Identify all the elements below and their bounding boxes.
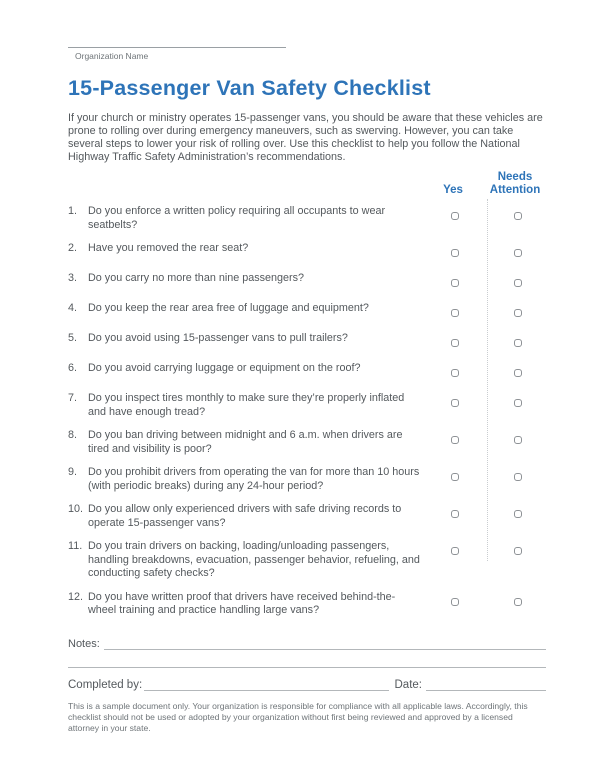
checklist-item bbox=[68, 302, 546, 322]
checkbox-yes[interactable] bbox=[451, 279, 459, 287]
item-question: Do you inspect tires monthly to make sure they’re properly inflated and have enough tread? bbox=[88, 392, 405, 418]
checklist-item bbox=[68, 332, 546, 352]
notes-line-1[interactable] bbox=[104, 637, 546, 650]
completed-by-line[interactable] bbox=[144, 678, 388, 691]
checklist-item bbox=[68, 503, 546, 530]
checkbox-yes[interactable] bbox=[451, 309, 459, 317]
notes-label: Notes: bbox=[68, 638, 100, 650]
item-question: Do you avoid carrying luggage or equipment on the roof? bbox=[88, 362, 361, 374]
checkbox-needs-attention[interactable] bbox=[514, 510, 522, 518]
notes-row bbox=[68, 637, 546, 650]
item-question: Do you carry no more than nine passengers? bbox=[88, 272, 305, 284]
checkbox-yes[interactable] bbox=[451, 598, 459, 606]
item-question: Do you avoid using 15-passenger vans to pull trailers? bbox=[88, 332, 348, 344]
checkbox-needs-attention[interactable] bbox=[514, 369, 522, 377]
item-question: Do you allow only experienced drivers with safe driving records to operate 15-passenger vans? bbox=[88, 503, 402, 529]
checkbox-yes[interactable] bbox=[451, 212, 459, 220]
item-number: 5. bbox=[68, 332, 78, 344]
date-label: Date: bbox=[394, 679, 422, 691]
completed-by-label: Completed by: bbox=[68, 679, 143, 691]
item-number: 12. bbox=[68, 590, 84, 603]
item-number: 1. bbox=[68, 205, 78, 217]
checkbox-yes[interactable] bbox=[451, 510, 459, 518]
item-number: 4. bbox=[68, 302, 78, 314]
checklist-item bbox=[68, 466, 546, 493]
item-number: 8. bbox=[68, 429, 78, 441]
checklist-item bbox=[68, 362, 546, 382]
checkbox-needs-attention[interactable] bbox=[514, 436, 522, 444]
checklist-item bbox=[68, 540, 546, 581]
item-question: Do you enforce a written policy requiring all occupants to wear seatbelts? bbox=[88, 205, 386, 231]
checklist bbox=[68, 205, 546, 618]
page-title: 15-Passenger Van Safety Checklist bbox=[68, 76, 431, 100]
item-question: Do you ban driving between midnight and 6 a.m. when drivers are tired and visibility is poor? bbox=[88, 429, 403, 455]
checkbox-yes[interactable] bbox=[451, 399, 459, 407]
checkbox-yes[interactable] bbox=[451, 339, 459, 347]
item-question: Do you keep the rear area free of luggage and equipment? bbox=[88, 302, 369, 314]
footer-section bbox=[68, 637, 546, 733]
checkbox-needs-attention[interactable] bbox=[514, 212, 522, 220]
item-question: Do you have written proof that drivers have received behind-the-wheel training and practice handling large vans? bbox=[88, 590, 396, 616]
item-number: 2. bbox=[68, 242, 78, 254]
item-number: 11. bbox=[68, 540, 83, 552]
item-question: Have you removed the rear seat? bbox=[88, 242, 249, 254]
disclaimer-text: This is a sample document only. Your organization is responsible for compliance with all applicable laws. Accordingly, this checklist should not be used or adopted by your organization without first being reviewed and approved by a licensed attorney in your state. bbox=[68, 701, 528, 733]
item-number: 7. bbox=[68, 392, 78, 404]
checkbox-needs-attention[interactable] bbox=[514, 598, 522, 606]
item-number: 3. bbox=[68, 272, 78, 284]
checkbox-needs-attention[interactable] bbox=[514, 309, 522, 317]
item-question: Do you prohibit drivers from operating the van for more than 10 hours (with periodic breaks) during any 24-hour period? bbox=[88, 466, 420, 492]
notes-line-2[interactable] bbox=[68, 667, 546, 668]
checkbox-needs-attention[interactable] bbox=[514, 249, 522, 257]
document-content bbox=[68, 0, 546, 628]
checkbox-needs-attention[interactable] bbox=[514, 339, 522, 347]
item-number: 10. bbox=[68, 503, 84, 515]
checkbox-needs-attention[interactable] bbox=[514, 399, 522, 407]
column-header-row bbox=[68, 171, 546, 197]
completed-by-row bbox=[68, 678, 546, 691]
checklist-item bbox=[68, 242, 546, 262]
item-number: 9. bbox=[68, 466, 78, 478]
checklist-item bbox=[68, 392, 546, 419]
checklist-item bbox=[68, 591, 546, 618]
date-line[interactable] bbox=[426, 678, 546, 691]
column-header-yes: Yes bbox=[443, 184, 463, 196]
checkbox-yes[interactable] bbox=[451, 249, 459, 257]
organization-name-label: Organization Name bbox=[75, 51, 149, 61]
intro-paragraph: If your church or ministry operates 15-passenger vans, you should be aware that these vehicles are prone to rolling over during emergency maneuvers, such as swerving. However, you can take several steps to lower your risk of rolling over. Use this checklist to help you follow the National Highway Traffic Safety Administration’s recommendations. bbox=[68, 112, 543, 163]
column-header-needs-attention: Needs Attention bbox=[489, 171, 541, 196]
checkbox-needs-attention[interactable] bbox=[514, 473, 522, 481]
column-divider bbox=[487, 199, 488, 561]
checkbox-yes[interactable] bbox=[451, 547, 459, 555]
checkbox-needs-attention[interactable] bbox=[514, 279, 522, 287]
checkbox-yes[interactable] bbox=[451, 369, 459, 377]
checkbox-yes[interactable] bbox=[451, 436, 459, 444]
item-question: Do you train drivers on backing, loading/unloading passengers, handling breakdowns, evacuation, passenger behavior, refueling, and conducting safety checks? bbox=[88, 540, 420, 579]
item-number: 6. bbox=[68, 362, 78, 374]
checklist-item bbox=[68, 272, 546, 292]
checklist-item bbox=[68, 429, 546, 456]
checkbox-needs-attention[interactable] bbox=[514, 547, 522, 555]
checklist-item bbox=[68, 205, 546, 232]
checkbox-yes[interactable] bbox=[451, 473, 459, 481]
